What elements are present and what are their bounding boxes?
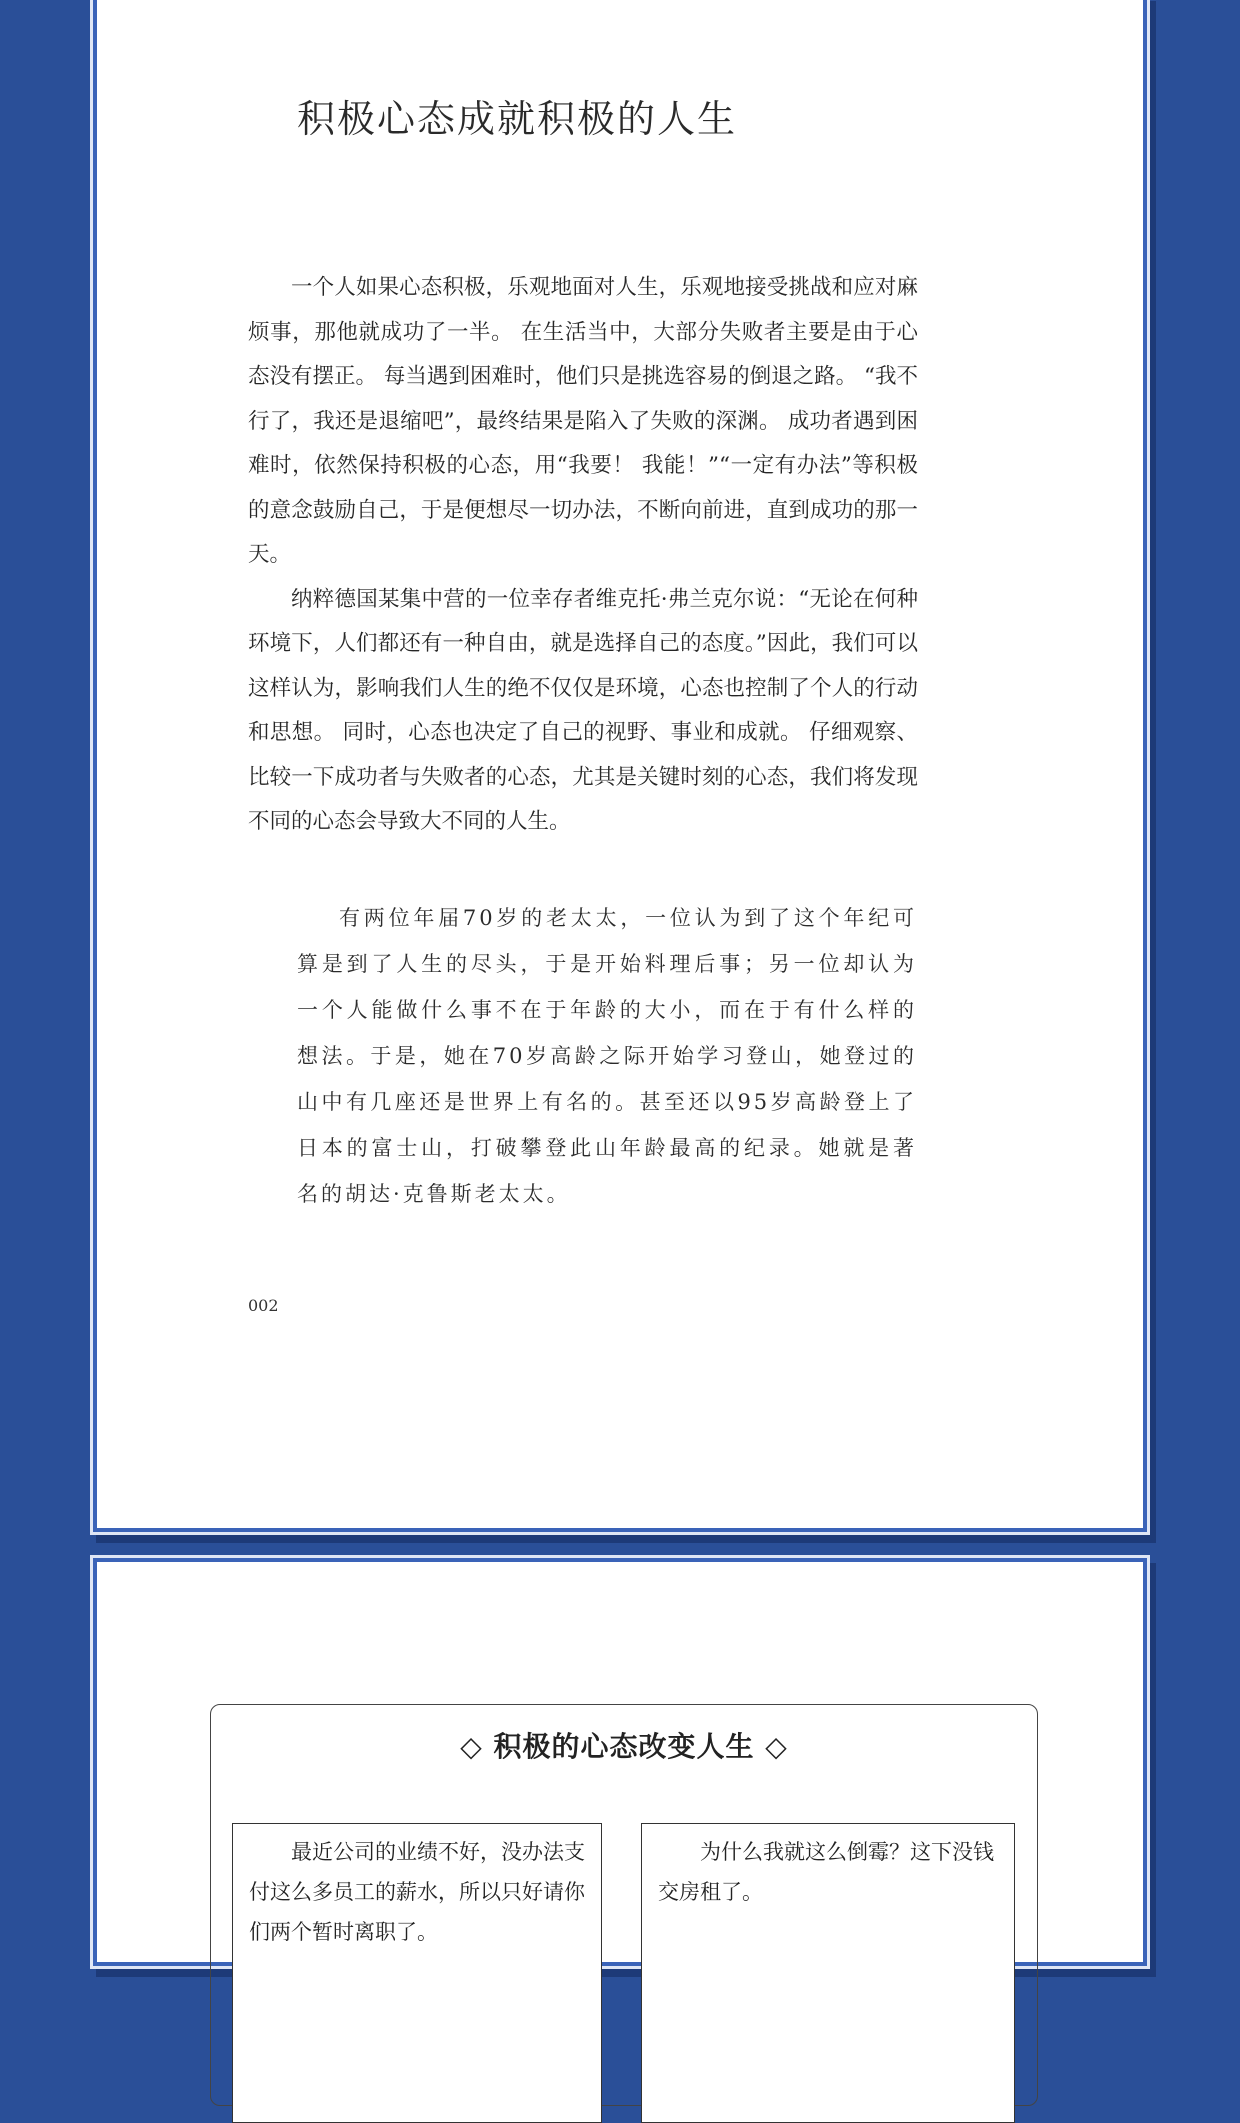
comic-frame [210, 1704, 1038, 2106]
paragraph: 纳粹德国某集中营的一位幸存者维克托·弗兰克尔说：“无论在何种环境下，人们都还有一种自由，就是选择自己的态度。”因此，我们可以这样认为，影响我们人生的绝不仅仅是环境，心态也控制了个人的行动和思想。 同时，心态也决定了自己的视野、事业和成就。 仔细观察、比较一下成功者与失败者的心态，尤其是关键时刻的心态，我们将发现不同的心态会导致大不同的人生。 [248, 586, 918, 834]
comic-title: ◇ 积极的心态改变人生 ◇ [460, 1730, 788, 1763]
paragraph: 一个人如果心态积极，乐观地面对人生，乐观地接受挑战和应对麻烦事，那他就成功了一半。 在生活当中，大部分失败者主要是由于心态没有摆正。 每当遇到困难时，他们只是挑选容易的倒退之路。 “我不行了，我还是退缩吧”，最终结果是陷入了失败的深渊。 成功者遇到困难时，依然保持积极的心态，用“我要！ 我能！”“一定有办法”等积极的意念鼓励自己，于是便想尽一切办法，不断向前进，直到成功的那一天。 [248, 275, 918, 567]
example-paragraph: 有两位年届70岁的老太太，一位认为到了这个年纪可算是到了人生的尽头，于是开始料理后事；另一位却认为一个人能做什么事不在于年龄的大小，而在于有什么样的想法。于是，她在70岁高龄之际开始学习登山，她登过的山中有几座还是世界上有名的。甚至还以95岁高龄登上了日本的富士山，打破攀登此山年龄最高的纪录。她就是著名的胡达·克鲁斯老太太。 [297, 906, 917, 1206]
panel-text: 最近公司的业绩不好，没办法支付这么多员工的薪水，所以只好请你们两个暂时离职了。 [249, 1840, 585, 1944]
comic-panel-left [232, 1823, 602, 2123]
panel-text: 为什么我就这么倒霉？这下没钱交房租了。 [658, 1840, 994, 1904]
comic-panel-right [641, 1823, 1015, 2123]
page-number: 002 [248, 1296, 279, 1315]
example-story [297, 895, 917, 1217]
page-title: 积极心态成就积极的人生 [297, 97, 738, 141]
book-page [97, 0, 1143, 1528]
body-text [248, 266, 918, 845]
book-page [97, 1562, 1143, 1962]
